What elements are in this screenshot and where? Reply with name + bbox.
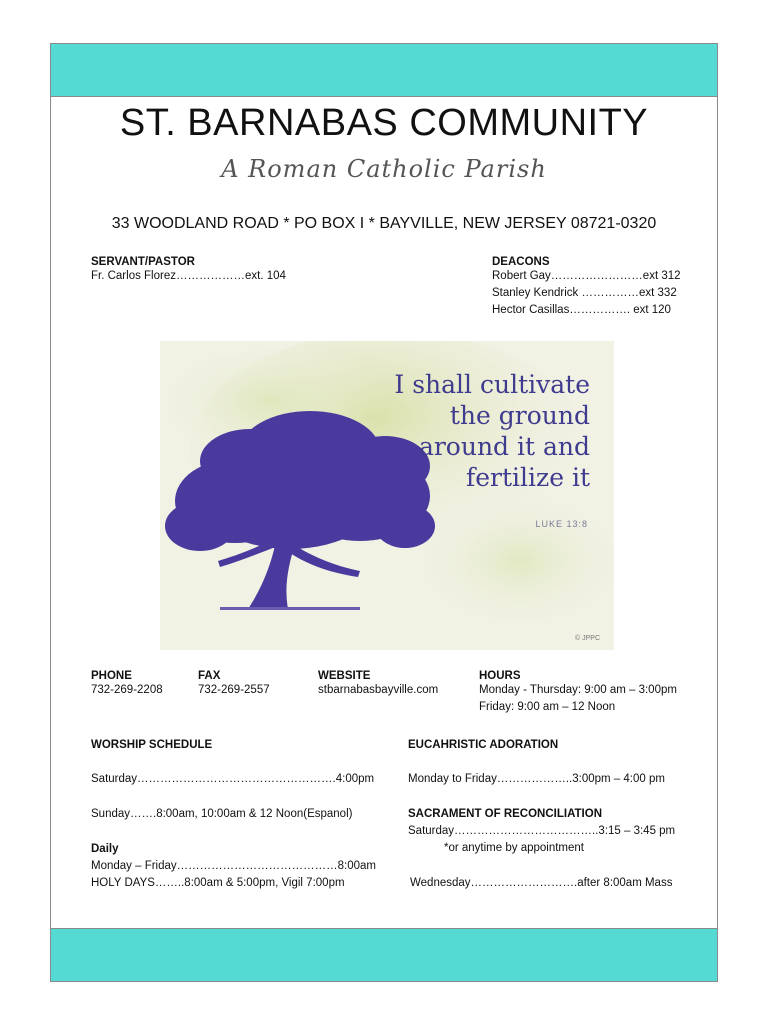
hours-label: HOURS <box>479 670 521 682</box>
daily-mass: Monday – Friday……………………………………8:00am <box>91 860 377 872</box>
verse-line: around it and <box>418 432 590 461</box>
top-color-band <box>51 44 717 97</box>
phone-number: 732-269-2208 <box>91 684 163 696</box>
bottom-color-band <box>51 928 717 981</box>
servant-pastor-block <box>91 256 286 285</box>
verse-line: fertilize it <box>466 463 590 492</box>
hours-block <box>479 670 677 716</box>
holy-days-mass: HOLY DAYS……..8:00am & 5:00pm, Vigil 7:00pm <box>91 877 345 889</box>
servant-pastor-label: SERVANT/PASTOR <box>91 256 195 268</box>
deacons-label: DEACONS <box>492 256 550 268</box>
deacons-block <box>492 256 681 319</box>
reconciliation-saturday: Saturday………………………………..3:15 – 3:45 pm <box>408 825 676 837</box>
adoration-schedule: Monday to Friday………………..3:00pm – 4:00 pm <box>408 773 665 785</box>
hours-weekday: Monday - Thursday: 9:00 am – 3:00pm <box>479 684 677 696</box>
website-block <box>318 670 438 699</box>
saturday-mass: Saturday…………………………………………….4:00pm <box>91 773 375 785</box>
pastor-entry: Fr. Carlos Florez………………ext. 104 <box>91 270 286 282</box>
reconciliation-note: *or anytime by appointment <box>444 842 584 854</box>
sunday-mass: Sunday…….8:00am, 10:00am & 12 Noon(Espanol) <box>91 808 353 820</box>
daily-label: Daily <box>91 843 119 855</box>
worship-schedule-label: WORSHIP SCHEDULE <box>91 739 213 751</box>
website-label: WEBSITE <box>318 670 371 682</box>
phone-label: PHONE <box>91 670 132 682</box>
scripture-image <box>160 341 614 650</box>
parish-title: ST. BARNABAS COMMUNITY <box>119 102 649 144</box>
verse-reference: LUKE 13:8 <box>535 519 588 529</box>
fax-block <box>198 670 270 699</box>
fax-number: 732-269-2557 <box>198 684 270 696</box>
phone-block <box>91 670 163 699</box>
fax-label: FAX <box>198 670 221 682</box>
website-link[interactable]: stbarnabasbayville.com <box>318 684 439 696</box>
deacon-entry: Stanley Kendrick ……………ext 332 <box>492 287 677 299</box>
verse-line: I shall cultivate <box>394 370 590 399</box>
parish-address: 33 WOODLAND ROAD * PO BOX I * BAYVILLE, NEW JERSEY 08721-0320 <box>111 215 657 232</box>
reconciliation-wednesday: Wednesday……………………….after 8:00am Mass <box>410 877 673 889</box>
adoration-label: EUCAHRISTIC ADORATION <box>408 739 559 751</box>
parish-subtitle: A Roman Catholic Parish <box>221 155 547 183</box>
hours-friday: Friday: 9:00 am – 12 Noon <box>479 701 616 713</box>
image-credit: © JPPC <box>575 635 600 642</box>
tree-illustration <box>160 341 614 650</box>
bulletin-page <box>50 43 718 982</box>
verse-line: the ground <box>449 401 590 430</box>
deacon-entry: Hector Casillas……………. ext 120 <box>492 304 671 316</box>
reconciliation-label: SACRAMENT OF RECONCILIATION <box>408 808 603 820</box>
deacon-entry: Robert Gay……………………ext 312 <box>492 270 681 282</box>
